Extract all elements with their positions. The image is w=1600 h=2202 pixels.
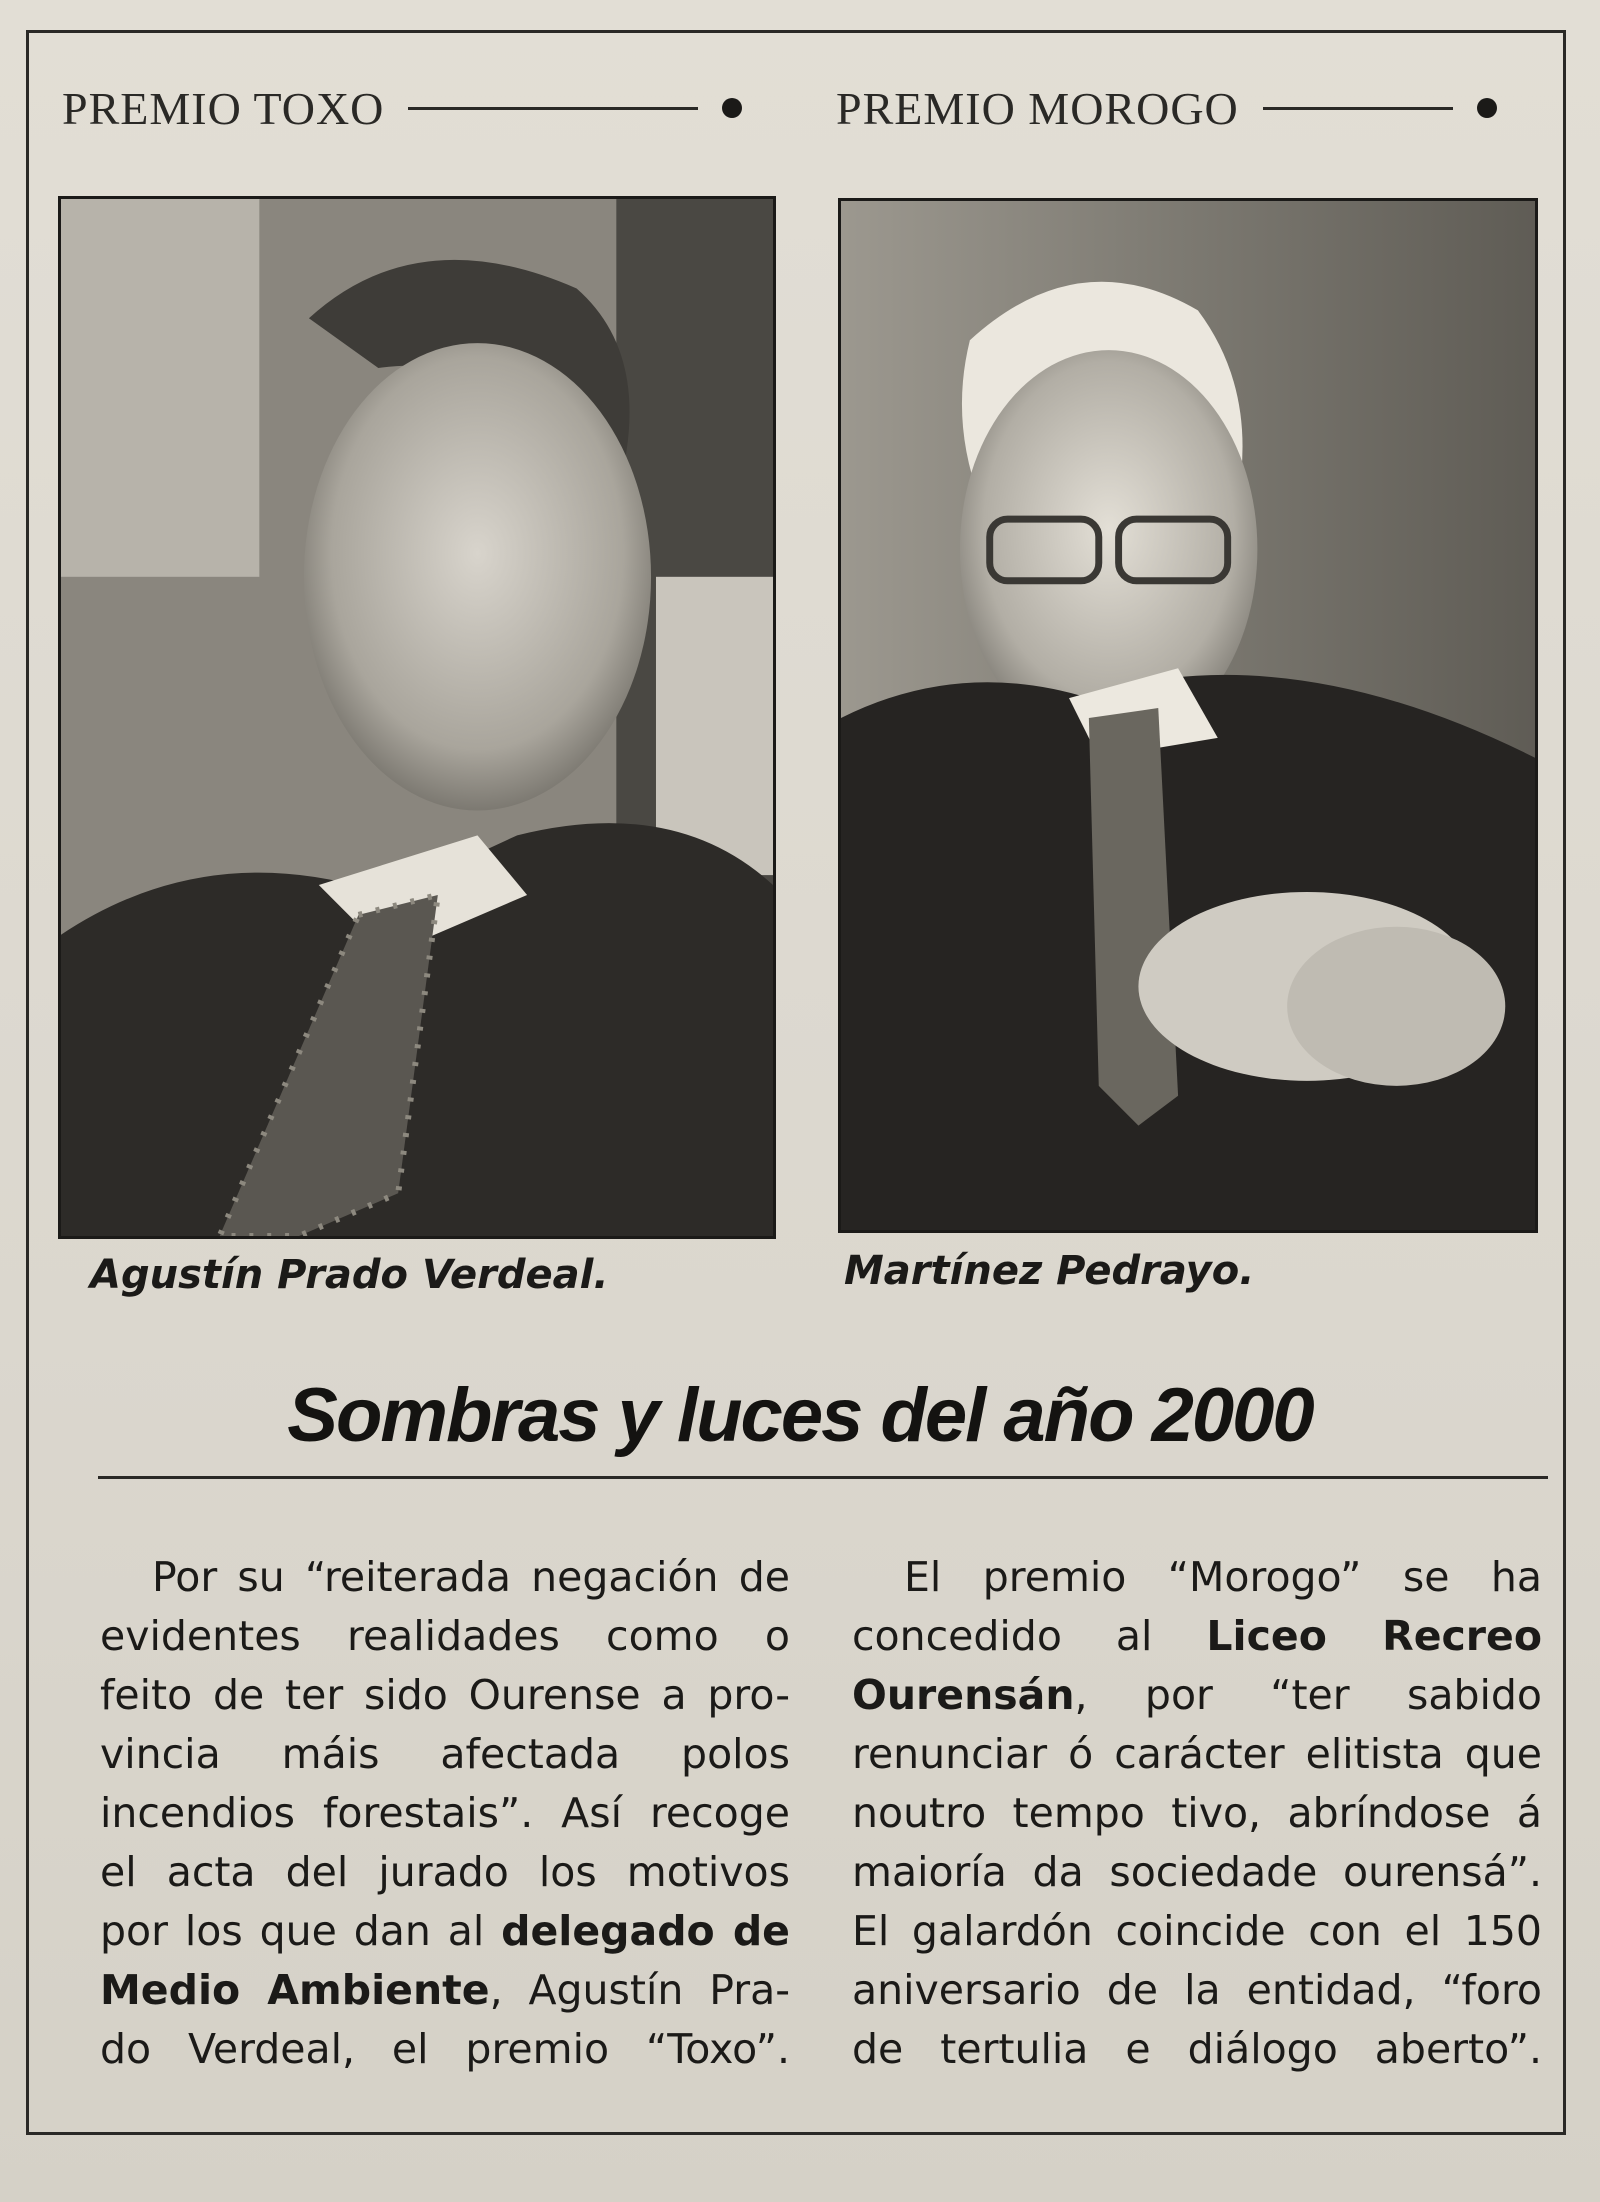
portrait-photo-pedrayo (838, 198, 1538, 1233)
text-line: noutro tempo tivo, abríndose á (852, 1789, 1542, 1837)
article-column-right (852, 1548, 1542, 2079)
text-line: vincia máis afectada polos (100, 1730, 790, 1778)
section-label-morogo: PREMIO MOROGO (836, 82, 1239, 134)
portrait-image (61, 199, 773, 1236)
text-line (100, 1902, 790, 1961)
text-line: maioría da sociedade ourensá”. (852, 1848, 1542, 1896)
photo-caption-prado: Agustín Prado Verdeal. (90, 1252, 609, 1298)
text-run: concedido al (852, 1612, 1207, 1660)
text-line (100, 1961, 790, 2020)
bold-text-run: delegado de (501, 1907, 790, 1955)
text-line (852, 1607, 1542, 1666)
section-header-morogo (836, 78, 1497, 138)
text-line: El premio “Morogo” se ha (904, 1553, 1542, 1601)
text-run: por los que dan al (100, 1907, 502, 1955)
text-line: de tertulia e diálogo aberto”. (852, 2025, 1542, 2073)
text-line: feito de ter sido Ourense a pro- (100, 1671, 790, 1719)
text-line: el acta del jurado los motivos (100, 1848, 790, 1896)
text-line: aniversario de la entidad, “foro (852, 1966, 1542, 2014)
text-line: renunciar ó carácter elitista que (852, 1730, 1542, 1778)
text-run: , por “ter sabido (1074, 1671, 1542, 1719)
section-rule (1263, 107, 1453, 110)
text-line: evidentes realidades como o (100, 1612, 790, 1660)
text-line: Por su “reiterada negación de (152, 1553, 790, 1601)
text-run: , Agustín Pra- (489, 1966, 790, 2014)
section-header-toxo (62, 78, 742, 138)
photo-caption-pedrayo: Martínez Pedrayo. (844, 1248, 1255, 1294)
bold-text-run: Ourensán (852, 1671, 1075, 1719)
bold-text-run: Medio Ambiente (100, 1966, 490, 2014)
portrait-photo-prado (58, 196, 776, 1239)
text-line: El galardón coincide con el 150 (852, 1907, 1542, 1955)
section-label-toxo: PREMIO TOXO (62, 82, 385, 134)
article-column-left (100, 1548, 790, 2079)
section-rule (408, 107, 698, 110)
text-line: incendios forestais”. Así recoge (100, 1789, 790, 1837)
bold-text-run: Liceo Recreo (1206, 1612, 1542, 1660)
bullet-dot (1477, 98, 1497, 118)
text-line (852, 1666, 1542, 1725)
text-line: do Verdeal, el premio “Toxo”. (100, 2025, 790, 2073)
portrait-image (841, 201, 1535, 1230)
article-headline: Sombras y luces del año 2000 (287, 1373, 1313, 1458)
headline-rule (98, 1476, 1548, 1479)
bullet-dot (722, 98, 742, 118)
